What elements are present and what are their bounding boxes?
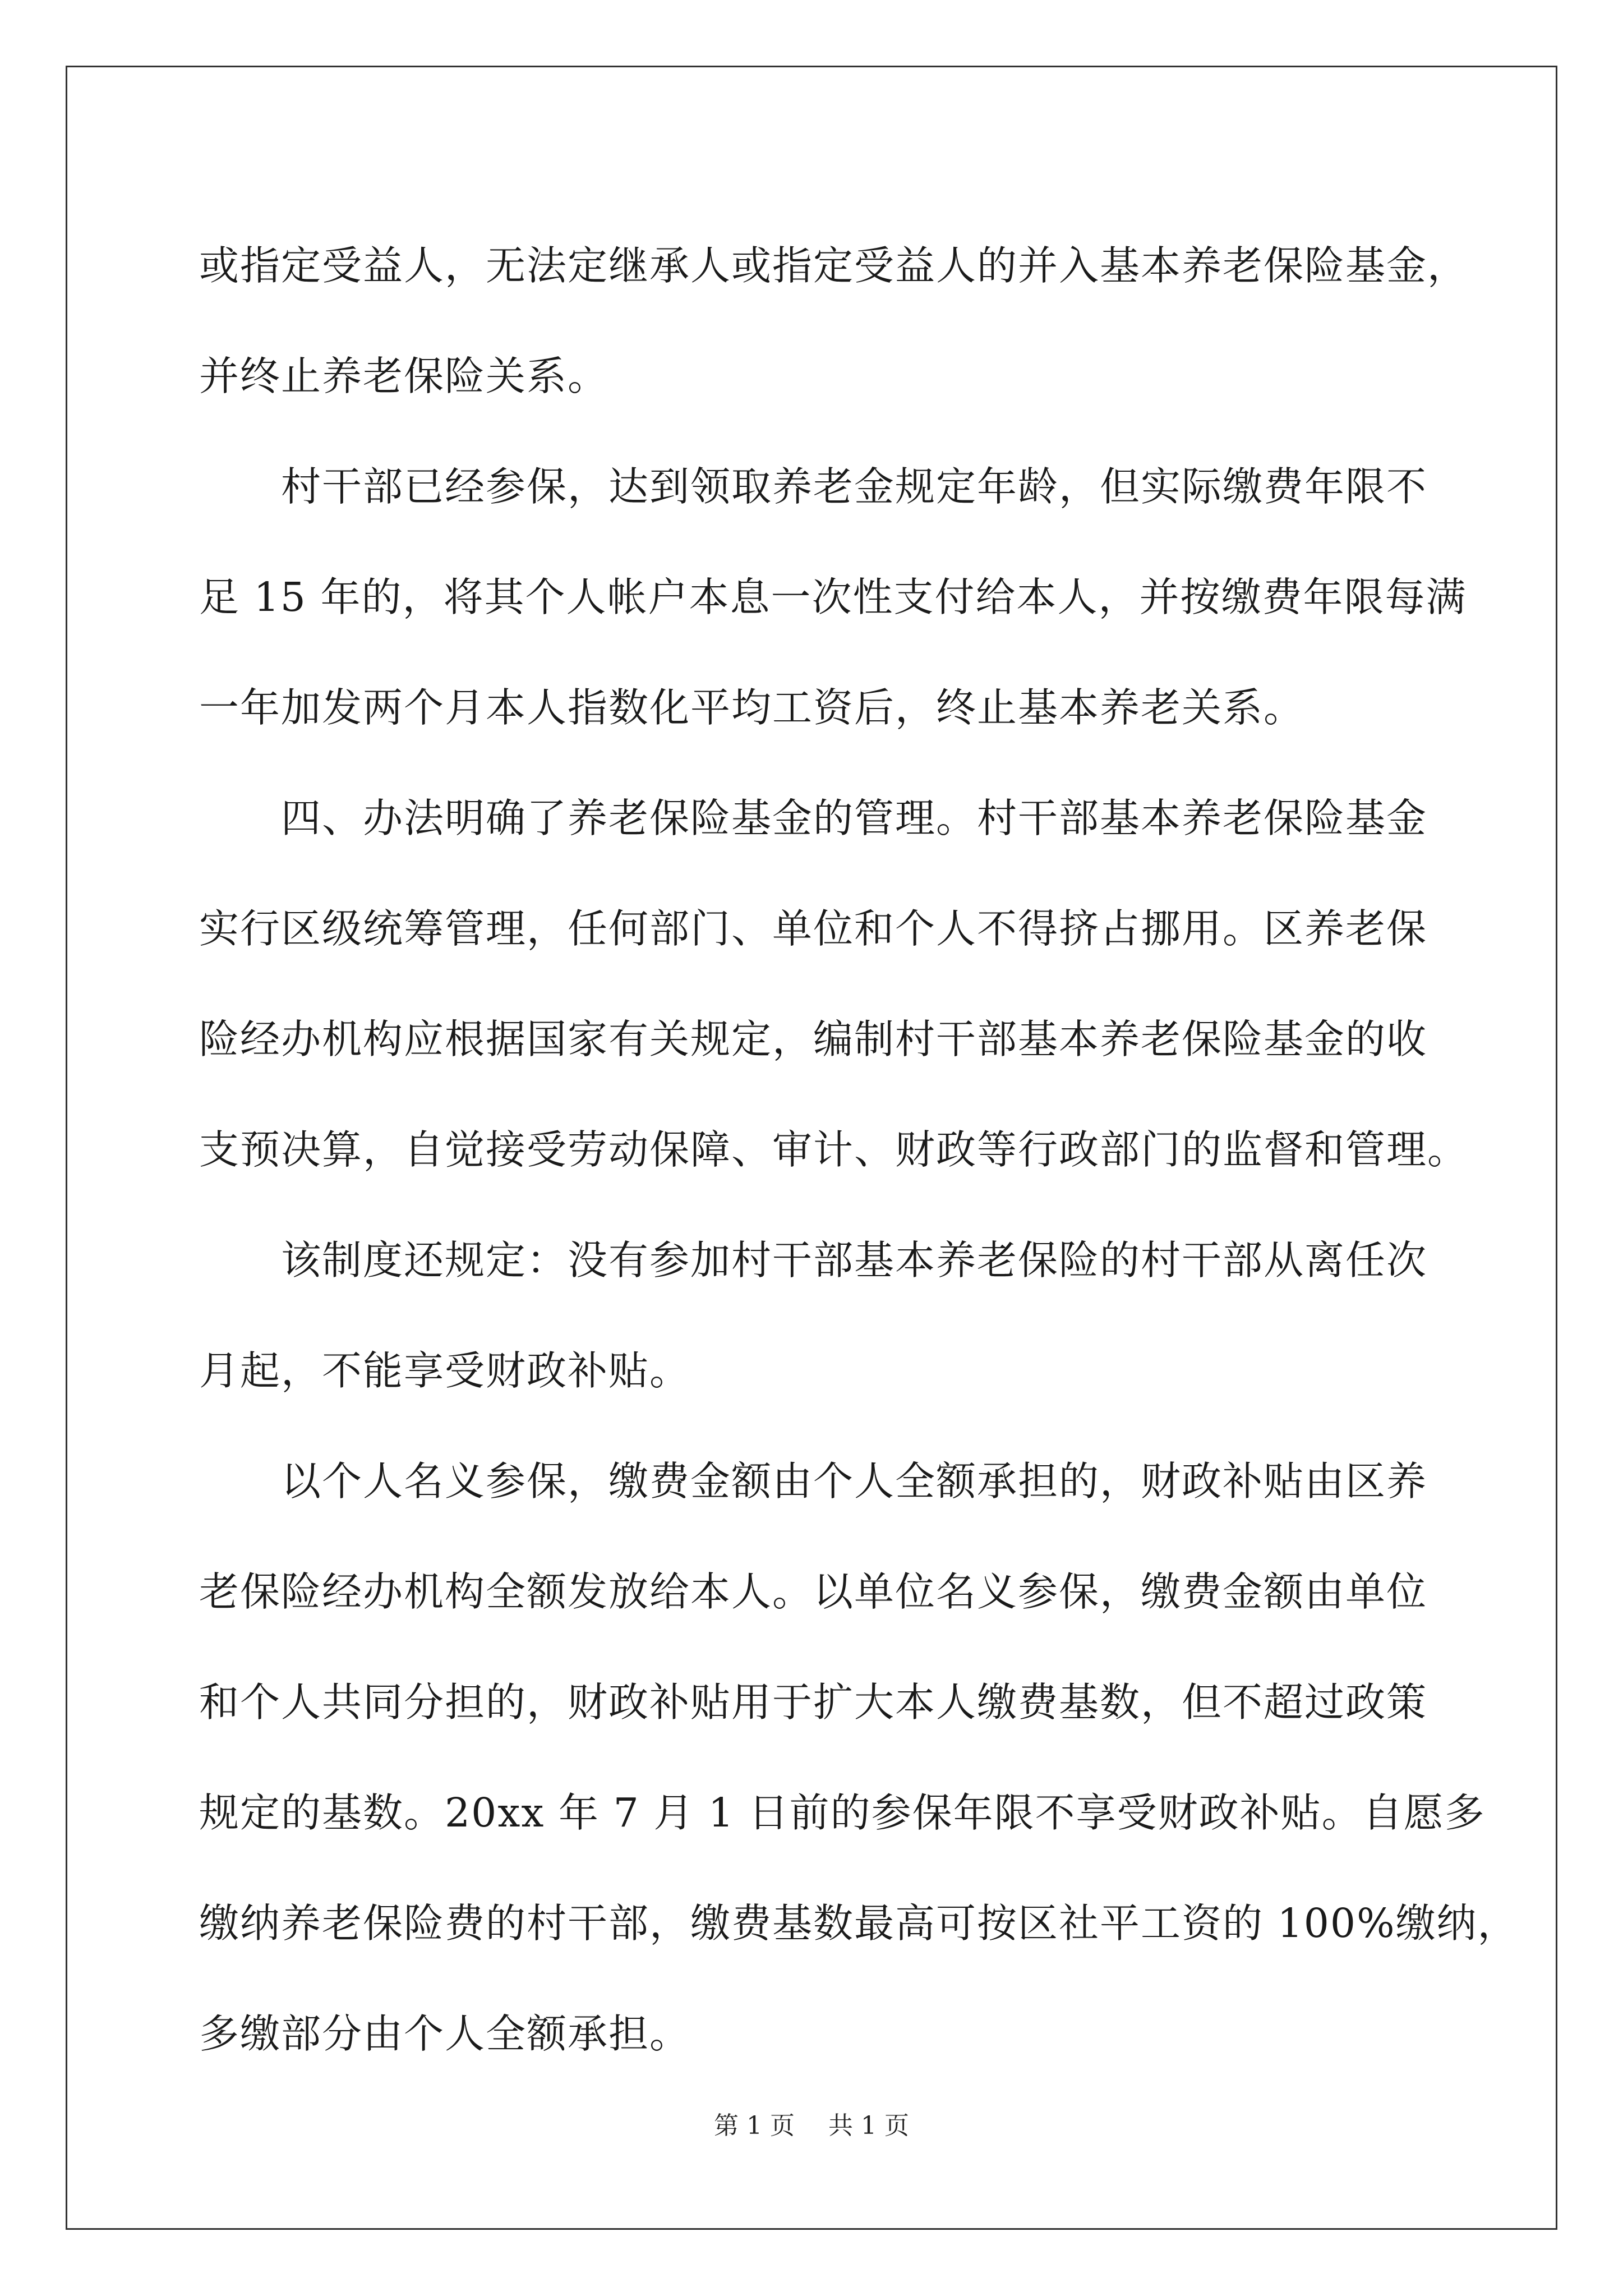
paragraph	[199, 431, 1467, 763]
text-line: 月起，不能享受财政补贴。	[199, 1347, 691, 1394]
paragraph	[199, 1205, 1428, 1426]
page-footer	[0, 2109, 1623, 2143]
text-line: 足 15 年的，将其个人帐户本息一次性支付给本人，并按缴费年限每满	[199, 574, 1467, 620]
text-line: 一年加发两个月本人指数化平均工资后，终止基本养老关系。	[199, 684, 1305, 731]
text-line: 规定的基数。20xx 年 7 月 1 日前的参保年限不享受财政补贴。自愿多	[199, 1789, 1486, 1836]
text-line: 缴纳养老保险费的村干部，缴费基数最高可按区社平工资的 100%缴纳，	[199, 1900, 1519, 1947]
text-line: 实行区级统筹管理，任何部门、单位和个人不得挤占挪用。区养老保	[199, 905, 1428, 952]
text-line: 多缴部分由个人全额承担。	[199, 2010, 691, 2057]
text-line: 四、办法明确了养老保险基金的管理。村干部基本养老保险基金	[281, 795, 1428, 841]
page-total: 共 1 页	[828, 2111, 909, 2140]
text-line: 和个人共同分担的，财政补贴用于扩大本人缴费基数，但不超过政策	[199, 1679, 1428, 1726]
text-line: 该制度还规定：没有参加村干部基本养老保险的村干部从离任次	[281, 1237, 1428, 1283]
text-line: 以个人名义参保，缴费金额由个人全额承担的，财政补贴由区养	[281, 1458, 1428, 1504]
text-line: 村干部已经参保，达到领取养老金规定年龄，但实际缴费年限不	[281, 463, 1428, 510]
page-number: 第 1 页	[714, 2111, 795, 2140]
paragraph	[199, 763, 1469, 1205]
paragraph	[199, 210, 1469, 431]
document-body	[199, 210, 1519, 2089]
text-line: 老保险经办机构全额发放给本人。以单位名义参保，缴费金额由单位	[199, 1568, 1428, 1615]
text-line: 险经办机构应根据国家有关规定，编制村干部基本养老保险基金的收	[199, 1016, 1428, 1062]
text-line: 或指定受益人，无法定继承人或指定受益人的并入基本养老保险基金，	[199, 242, 1469, 289]
text-line: 并终止养老保险关系。	[199, 353, 609, 399]
paragraph	[199, 1426, 1519, 2089]
text-line: 支预决算，自觉接受劳动保障、审计、财政等行政部门的监督和管理。	[199, 1126, 1469, 1173]
